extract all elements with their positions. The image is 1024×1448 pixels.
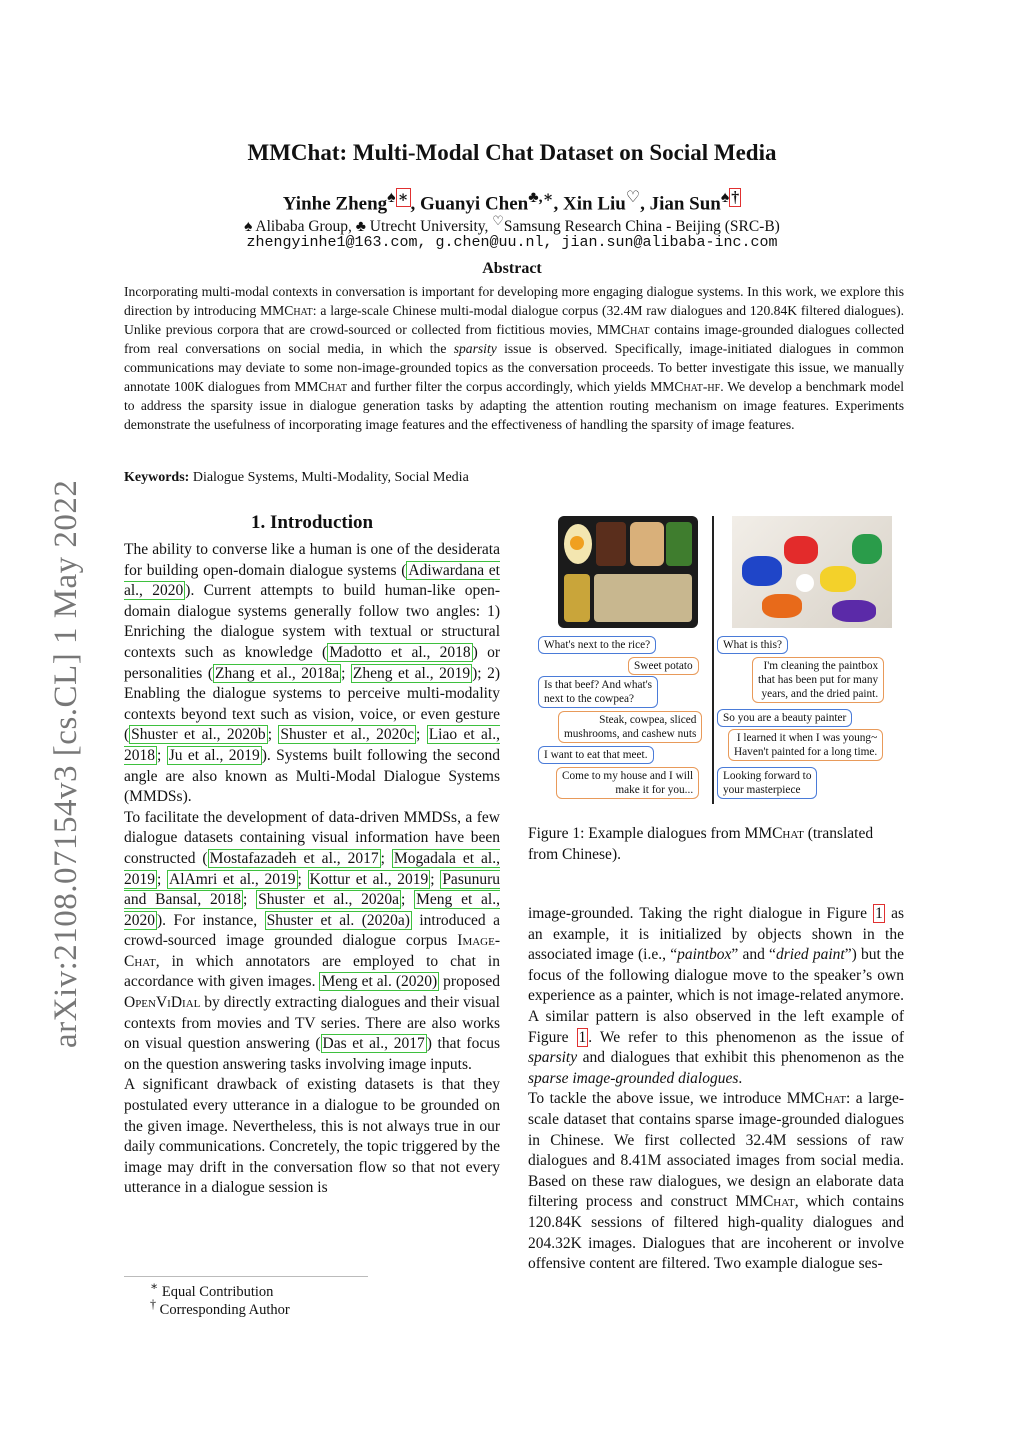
text: and dialogues that exhibit this phenomenon as the [577, 1049, 904, 1067]
citation-link[interactable]: Shuster et al., 2020c [280, 726, 415, 744]
author-name: Jian Sun [649, 193, 721, 215]
citation-link[interactable]: Mostafazadeh et al., 2017 [209, 849, 379, 867]
citation-link[interactable]: AlAmri et al., 2019 [169, 870, 296, 888]
citation-link[interactable]: Kottur et al., 2019 [309, 870, 429, 888]
text: ; [267, 726, 279, 744]
text: : a large-scale dataset that contains sparse image-grounded dialogues in Chinese. We first collected 32.4M sessions of raw dialogues and 8.41M associated images from social media. Based on these raw dialogues, we design an elaborate data filtering process and construct [528, 1090, 904, 1211]
bubble-line: your masterpiece [723, 784, 801, 796]
footnote-ref[interactable]: ∗ [397, 189, 409, 206]
citation-link[interactable]: Adiwardana et al., 2020 [124, 561, 500, 600]
chat-bubble [728, 729, 883, 761]
author-emails: zhengyinhe1@163.com, g.chen@uu.nl, jian.sun@alibaba-inc.com [246, 234, 778, 251]
text: ). For instance, [157, 911, 265, 929]
footnote-ref[interactable]: † [731, 189, 740, 206]
text: ) or personalities ( [124, 643, 500, 682]
arxiv-side-label: arXiv:2108.07154v3 [cs.CL] 1 May 2022 [48, 479, 84, 1048]
affiliation: Utrecht University, [365, 218, 493, 236]
citation-link[interactable]: Ju et al., 2019 [168, 746, 260, 764]
footnote-text: Corresponding Author [156, 1301, 290, 1318]
text: ; [401, 891, 415, 909]
paintbox-photo [732, 516, 892, 628]
paper-title: MMChat: Multi-Modal Chat Dataset on Social Media [247, 140, 777, 165]
cowpea-icon [666, 522, 692, 566]
bubble-line: mushrooms, and cashew nuts [564, 728, 697, 740]
text: Figure 1: Example dialogues from [528, 825, 745, 842]
footnote-divider [124, 1276, 368, 1277]
sweet-potato-icon [564, 574, 590, 622]
chat-bubble [558, 711, 702, 743]
paragraph [124, 540, 500, 808]
paint-blob-icon [784, 536, 818, 564]
keywords-list: Dialogue Systems, Multi-Modality, Social Media [192, 470, 469, 485]
text: . [738, 1069, 743, 1087]
text: ; [297, 870, 308, 888]
chat-bubble [556, 767, 699, 799]
right-column [528, 904, 904, 1275]
bubble-line: I'm cleaning the paintbox [763, 660, 879, 672]
bento-box-photo [558, 516, 698, 628]
text: as an example, it is initialized by objects shown in the associated image (i.e., “ [528, 905, 904, 964]
text: ; [157, 746, 167, 764]
text: proposed [439, 973, 501, 991]
paint-blob-icon [820, 566, 856, 592]
emphasis: sparsity [453, 341, 497, 356]
steak-icon [596, 522, 626, 566]
emphasis: sparsity [528, 1049, 578, 1067]
chat-bubble: So you are a beauty painter [717, 709, 852, 727]
text: ; [157, 870, 168, 888]
dataset-name: MMChat [596, 322, 650, 337]
text: To facilitate the development of data-driven MMDSs, a few dialogue datasets containing visual information have been constructed ( [124, 808, 500, 867]
dataset-name: OpenViDial [124, 994, 201, 1012]
affiliation: Alibaba Group, [252, 218, 356, 236]
author-mark: ♣,∗ [528, 189, 554, 206]
author-name: Xin Liu [563, 193, 626, 215]
spade-icon: ♠ [244, 218, 253, 236]
text: ). Systems built following the second angle are also known as Multi-Modal Dialogue Systems (MMDSs). [124, 746, 501, 806]
text: and further filter the corpus accordingly, which yields [347, 379, 651, 394]
text: To tackle the above issue, we introduce [528, 1090, 787, 1108]
chat-bubble [717, 767, 817, 799]
text: . We develop a benchmark model to address the sparsity issue in dialogue generation tasks by adapting the attention routing mechanism on image features. Experiments demonstrate the usefulness of incorporating image features and the effectiveness of handling the sparsity of image features. [124, 379, 904, 432]
paragraph [124, 808, 500, 1076]
chat-bubble [538, 676, 658, 708]
keywords [124, 470, 469, 486]
bubble-line: make it for you... [615, 784, 694, 796]
footnote-text: Equal Contribution [158, 1283, 274, 1300]
yolk-icon [570, 536, 584, 550]
citation-link[interactable]: Meng et al. (2020) [321, 973, 438, 991]
paragraph [528, 1089, 904, 1274]
section-heading: 1. Introduction [250, 512, 374, 533]
figure-1 [528, 512, 904, 804]
text: The ability to converse like a human is one of the desiderata for building open-domain dialogue systems ( [124, 541, 500, 579]
citation-link[interactable]: Liao et al., 2018 [124, 726, 500, 764]
citation-link[interactable]: Pasunuru and Bansal, 2018 [124, 870, 501, 909]
citation-link[interactable]: Shuster et al., 2020a [258, 891, 400, 909]
author-mark: ♡ [625, 189, 641, 206]
bubble-line: Come to my house and I will [562, 770, 694, 782]
chat-bubble [752, 657, 884, 703]
abstract-heading: Abstract [482, 260, 542, 277]
text: . We refer to this phenomenon as the issue of [588, 1028, 905, 1046]
citation-link[interactable]: Shuster et al. (2020a) [266, 911, 410, 929]
left-column [124, 540, 500, 1199]
text: image-grounded. Taking the right dialogue in Figure [528, 905, 874, 922]
citation-link[interactable]: Madotto et al., 2018 [329, 643, 471, 661]
text: ; [430, 870, 441, 888]
figure-ref-link[interactable]: 1 [875, 905, 883, 922]
dataset-name: MMChat [735, 1193, 795, 1211]
text: ; [416, 726, 427, 744]
citation-link[interactable]: Zheng et al., 2019 [352, 664, 471, 682]
chat-bubble: Sweet potato [628, 657, 699, 675]
bubble-line: Steak, cowpea, sliced [599, 714, 697, 726]
dataset-name: MMChat [294, 379, 347, 394]
text: , in which annotators are employed to chat in accordance with given images. [124, 952, 500, 991]
text: by directly extracting dialogues and their visual contexts from movies and TV series. There are also works on visual question answering ( [124, 994, 500, 1053]
citation-link[interactable]: Mogadala et al., 2019 [124, 849, 500, 888]
paint-blob-icon [852, 534, 882, 564]
dataset-name: Image-Chat [124, 932, 500, 970]
text: : a large-scale Chinese multi-modal dialogue corpus (32.4M raw dialogues and 120.84K filtered dialogues). Unlike previous corpora that are crowd-sourced or collected from fictitious movies, [124, 303, 904, 337]
paint-blob-icon [832, 600, 876, 622]
author-list: Yinhe Zheng♠ ∗ , Guanyi Chen♣,∗, Xin Liu♡, Jian Sun♠ † [282, 189, 740, 215]
figure-divider [712, 516, 714, 804]
bubble-line: Haven't painted for a long time. [734, 746, 878, 758]
bubble-line: that has been put for many [758, 674, 879, 686]
affiliation: Samsung Research China - Beijing (SRC-B) [503, 218, 780, 236]
emphasis: dried paint [775, 946, 845, 964]
text: ); 2) Enabling the dialogue systems to perceive multi-modality contexts beyond text such as vision, voice, or even gesture ( [124, 664, 500, 744]
text: contains image-grounded dialogues collected from real conversations on social media, in which the [124, 322, 904, 356]
footnote-mark: † [150, 1297, 157, 1311]
text: , which contains 120.84K sessions of filtered high-quality dialogues and 204.32K images. Dialogues that are incoherent or involve offensive content are filtered. Two example dialogue ses- [528, 1193, 904, 1273]
text: ; [341, 664, 351, 682]
abstract-body [124, 282, 904, 434]
dataset-name: MMChat [744, 825, 804, 842]
bubble-line: years, and the dried paint. [761, 688, 879, 700]
dataset-name: MMChat [260, 303, 313, 318]
club-icon: ♣ [355, 218, 366, 236]
citation-link[interactable]: Zhang et al., 2018a [215, 664, 340, 682]
affiliations [0, 213, 1024, 236]
figure-ref-link[interactable]: 1 [578, 1028, 587, 1046]
chat-bubble: I want to eat that meet. [538, 746, 654, 764]
dataset-name: MMChat-hf [650, 379, 721, 394]
dataset-name: MMChat [786, 1090, 847, 1108]
author-mark: ♠ [387, 189, 396, 206]
footnote-mark: ∗ [150, 1279, 159, 1293]
paragraph: A significant drawback of existing datasets is that they postulated every utterance in a dialogue to be grounded on the given image. Nevertheless, this is not always true in our daily communications. Concretely, the topic triggered by the image may drift in the conversation flow so that not every utterance in a dialogue session is [124, 1076, 500, 1197]
citation-link[interactable]: Shuster et al., 2020b [131, 726, 266, 744]
bubble-line: next to the cowpea? [544, 693, 635, 705]
text: Incorporating multi-modal contexts in conversation is important for developing more engaging dialogue systems. In this work, we explore this direction by introducing [124, 284, 904, 318]
chat-bubble: What's next to the rice? [538, 636, 656, 654]
text: ”) but the focus of the following dialogue move to the speaker’s own experience as a painter, which is not image-related anymore. A similar pattern is also observed in the left example of Figure [528, 946, 904, 1046]
text: introduced a crowd-sourced image grounded dialogue corpus [124, 911, 500, 950]
bubble-line: I learned it when I was young~ [736, 732, 878, 744]
bubble-line: Is that beef? And what's [544, 679, 653, 691]
emphasis: paintbox [677, 946, 732, 964]
cashew-icon [630, 522, 664, 566]
figure-caption [528, 824, 904, 865]
author-name: Yinhe Zheng [282, 193, 388, 215]
text: (translated from Chinese). [528, 825, 874, 863]
citation-link[interactable]: Das et al., 2017 [322, 1035, 425, 1053]
text: ; [243, 891, 257, 909]
paint-blob-icon [762, 594, 802, 618]
author-mark: ♠ [720, 189, 730, 206]
citation-link[interactable]: Meng et al., 2020 [124, 891, 500, 929]
emphasis: sparse image-grounded dialogues [528, 1069, 739, 1087]
author-name: Guanyi Chen [420, 193, 529, 215]
keywords-label: Keywords: [124, 470, 190, 485]
bubble-line: Looking forward to [723, 770, 812, 782]
text: ; [380, 849, 392, 867]
footnote [150, 1297, 290, 1319]
text: issue is observed. Specifically, image-initiated dialogues in common communications may deviate to some non-image-grounded topics as the conversation proceeds. To better investigate this issue, we manually annotate 100K dialogues from [124, 341, 904, 394]
text: ) that focus on the question answering tasks involving image inputs. [124, 1035, 500, 1073]
paint-blob-icon [796, 574, 814, 592]
paint-blob-icon [742, 556, 782, 586]
chat-bubble: What is this? [717, 636, 788, 654]
heart-icon: ♡ [492, 213, 504, 228]
text: ” and “ [731, 946, 776, 964]
text: ). Current attempts to build human-like open-domain dialogue systems generally follow two angles: 1) Enriching the dialogue system with textual or structural contexts such as knowledge ( [124, 582, 501, 661]
rice-icon [594, 574, 692, 622]
paragraph [528, 904, 904, 1089]
